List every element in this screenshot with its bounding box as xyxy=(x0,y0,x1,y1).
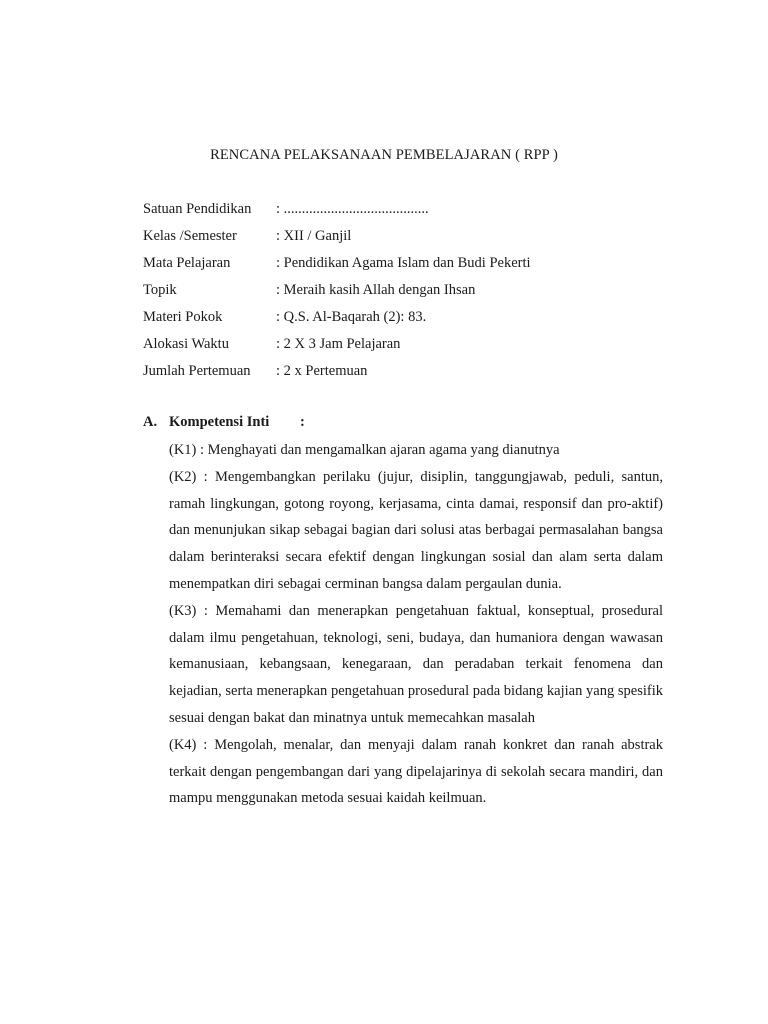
identity-label: Satuan Pendidikan xyxy=(143,201,252,217)
identity-label: Alokasi Waktu xyxy=(143,336,229,352)
identity-value: : ........................................ xyxy=(276,201,429,217)
identity-label: Topik xyxy=(143,282,177,298)
identity-row-kelas-semester xyxy=(143,227,703,254)
identity-value: : 2 x Pertemuan xyxy=(276,363,368,379)
section-colon: : xyxy=(300,414,305,430)
kompetensi-item-k4: (K4) : Mengolah, menalar, dan menyaji dalam ranah konkret dan ranah abstrak terkait dengan pengembangan dari yang dipelajarinya di sekolah secara mandiri, dan mampu menggunakan metoda sesuai kaidah keilmuan. xyxy=(169,736,663,807)
identity-value: : Q.S. Al-Baqarah (2): 83. xyxy=(276,309,427,325)
identity-row-materi-pokok xyxy=(143,308,703,335)
section-heading xyxy=(143,413,663,437)
section-title: Kompetensi Inti xyxy=(169,414,270,430)
identity-row-alokasi-waktu xyxy=(143,335,703,362)
identity-value: : 2 X 3 Jam Pelajaran xyxy=(276,336,401,352)
kompetensi-item-k1: (K1) : Menghayati dan mengamalkan ajaran agama yang dianutnya xyxy=(169,442,560,458)
document-title: RENCANA PELAKSANAAN PEMBELAJARAN ( RPP ) xyxy=(210,147,558,163)
section-letter: A. xyxy=(143,414,158,430)
identity-row-topik xyxy=(143,281,703,308)
identity-value: : Meraih kasih Allah dengan Ihsan xyxy=(276,282,476,298)
identity-value: : Pendidikan Agama Islam dan Budi Pekerti xyxy=(276,255,531,271)
identity-row-mata-pelajaran xyxy=(143,254,703,281)
identity-table xyxy=(143,200,703,389)
kompetensi-inti-list xyxy=(169,437,663,812)
kompetensi-item-k3: (K3) : Memahami dan menerapkan pengetahuan faktual, konseptual, prosedural dalam ilmu pengetahuan, teknologi, seni, budaya, dan humaniora dengan wawasan kemanusiaan, kebangsaan, kenegaraan, dan peradaban terkait fenomena dan kejadian, serta menerapkan pengetahuan prosedural pada bidang kajian yang spesifik sesuai dengan bakat dan minatnya untuk memecahkan masalah xyxy=(169,602,663,726)
identity-label: Jumlah Pertemuan xyxy=(143,363,251,379)
identity-label: Mata Pelajaran xyxy=(143,255,231,271)
identity-label: Materi Pokok xyxy=(143,309,223,325)
identity-row-satuan-pendidikan xyxy=(143,200,703,227)
identity-label: Kelas /Semester xyxy=(143,228,237,244)
identity-row-jumlah-pertemuan xyxy=(143,362,703,389)
identity-value: : XII / Ganjil xyxy=(276,228,352,244)
kompetensi-item-k2: (K2) : Mengembangkan perilaku (jujur, disiplin, tanggungjawab, peduli, santun, ramah lingkungan, gotong royong, kerjasama, cinta damai, responsif dan pro-aktif) dan menunjukan sikap sebagai bagian dari solusi atas berbagai permasalahan bangsa dalam berinteraksi secara efektif dengan lingkungan sosial dan alam serta dalam menempatkan diri sebagai cerminan bangsa dalam pergaulan dunia. xyxy=(169,468,663,592)
section-kompetensi-inti xyxy=(143,413,663,812)
